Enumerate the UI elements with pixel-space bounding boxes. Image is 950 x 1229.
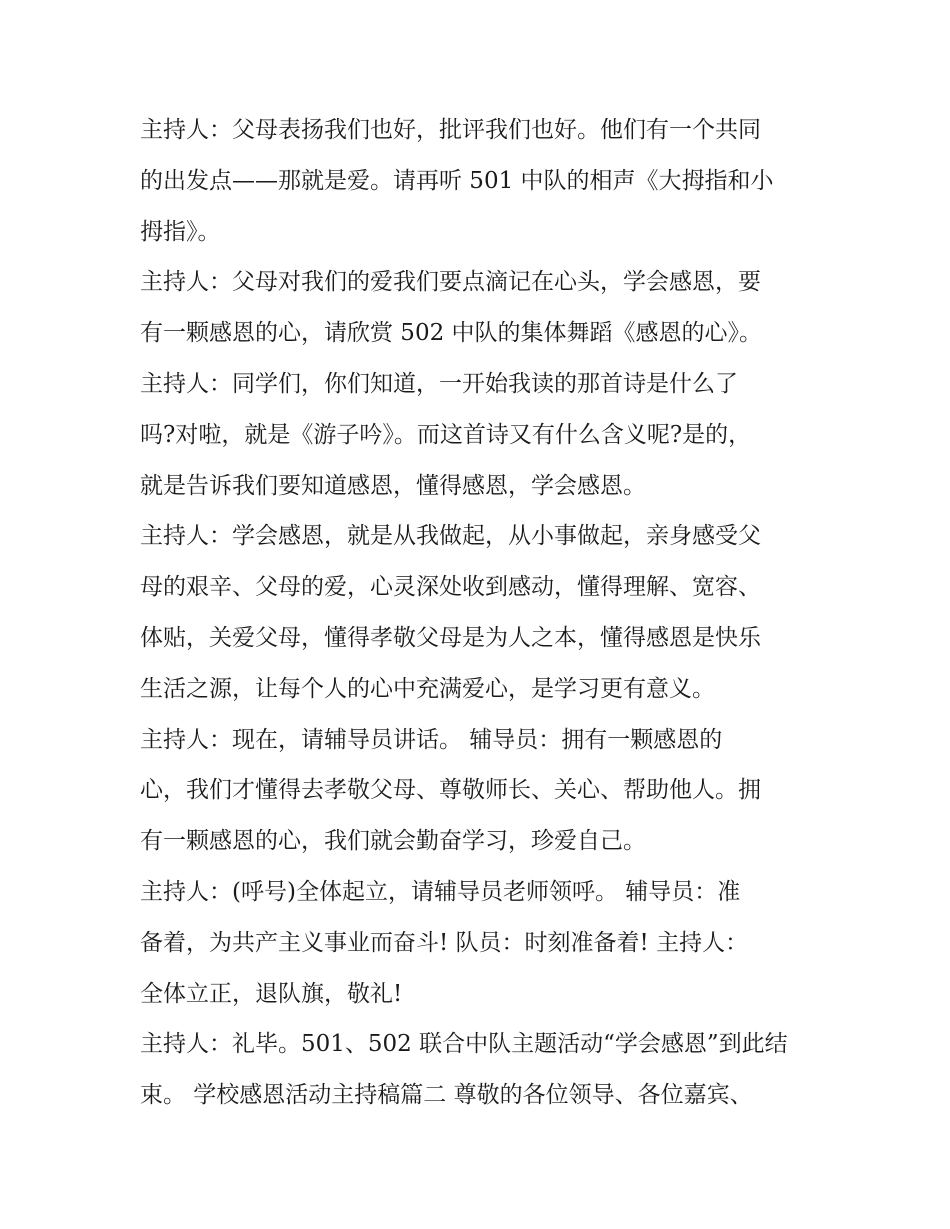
text-line: 拇指》。 (140, 218, 221, 245)
text-line: 有一颗感恩的心，我们就会勤奋学习，珍爱自己。 (140, 828, 646, 855)
text-line: 主持人：父母表扬我们也好，批评我们也好。他们有一个共同 (140, 117, 761, 143)
text-line: 主持人：学会感恩，就是从我做起，从小事做起，亲身感受父 (140, 523, 761, 550)
text-line: 心，我们才懂得去孝敬父母、尊敬师长、关心、帮助他人。拥 (140, 777, 761, 804)
text-line: 母的艰辛、父母的爱，心灵深处收到感动，懂得理解、宽容、 (140, 574, 761, 601)
text-line: 全体立正，退队旗，敬礼! (140, 980, 403, 1007)
text-line: 主持人：父母对我们的爱我们要点滴记在心头，学会感恩，要 (140, 269, 761, 296)
document-body (140, 105, 815, 1121)
text-line: 主持人：现在，请辅导员讲话。 辅导员：拥有一颗感恩的 (140, 726, 723, 753)
text-line: 吗?对啦，就是《游子吟》。而这首诗又有什么含义呢?是的， (140, 421, 752, 448)
text-line: 主持人：同学们，你们知道，一开始我读的那首诗是什么了 (140, 370, 738, 397)
text-line: 有一颗感恩的心，请欣赏 502 中队的集体舞蹈《感恩的心》。 (140, 320, 763, 347)
text-line: 生活之源，让每个人的心中充满爱心，是学习更有意义。 (140, 675, 715, 702)
text-line: 体贴，关爱父母，懂得孝敬父母是为人之本，懂得感恩是快乐 (140, 624, 761, 651)
text-line: 就是告诉我们要知道感恩，懂得感恩，学会感恩。 (140, 472, 646, 499)
text-line: 备着，为共产主义事业而奋斗! 队员：时刻准备着! 主持人： (140, 929, 749, 956)
text-line: 主持人：礼毕。501、502 联合中队主题活动“学会感恩”到此结 (140, 1031, 788, 1058)
text-line: 的出发点——那就是爱。请再听 501 中队的相声《大拇指和小 (140, 167, 774, 194)
text-line: 束。 学校感恩活动主持稿篇二 尊敬的各位领导、各位嘉宾、 (140, 1082, 753, 1109)
text-line: 主持人：(呼号)全体起立，请辅导员老师领呼。 辅导员：准 (140, 878, 741, 905)
